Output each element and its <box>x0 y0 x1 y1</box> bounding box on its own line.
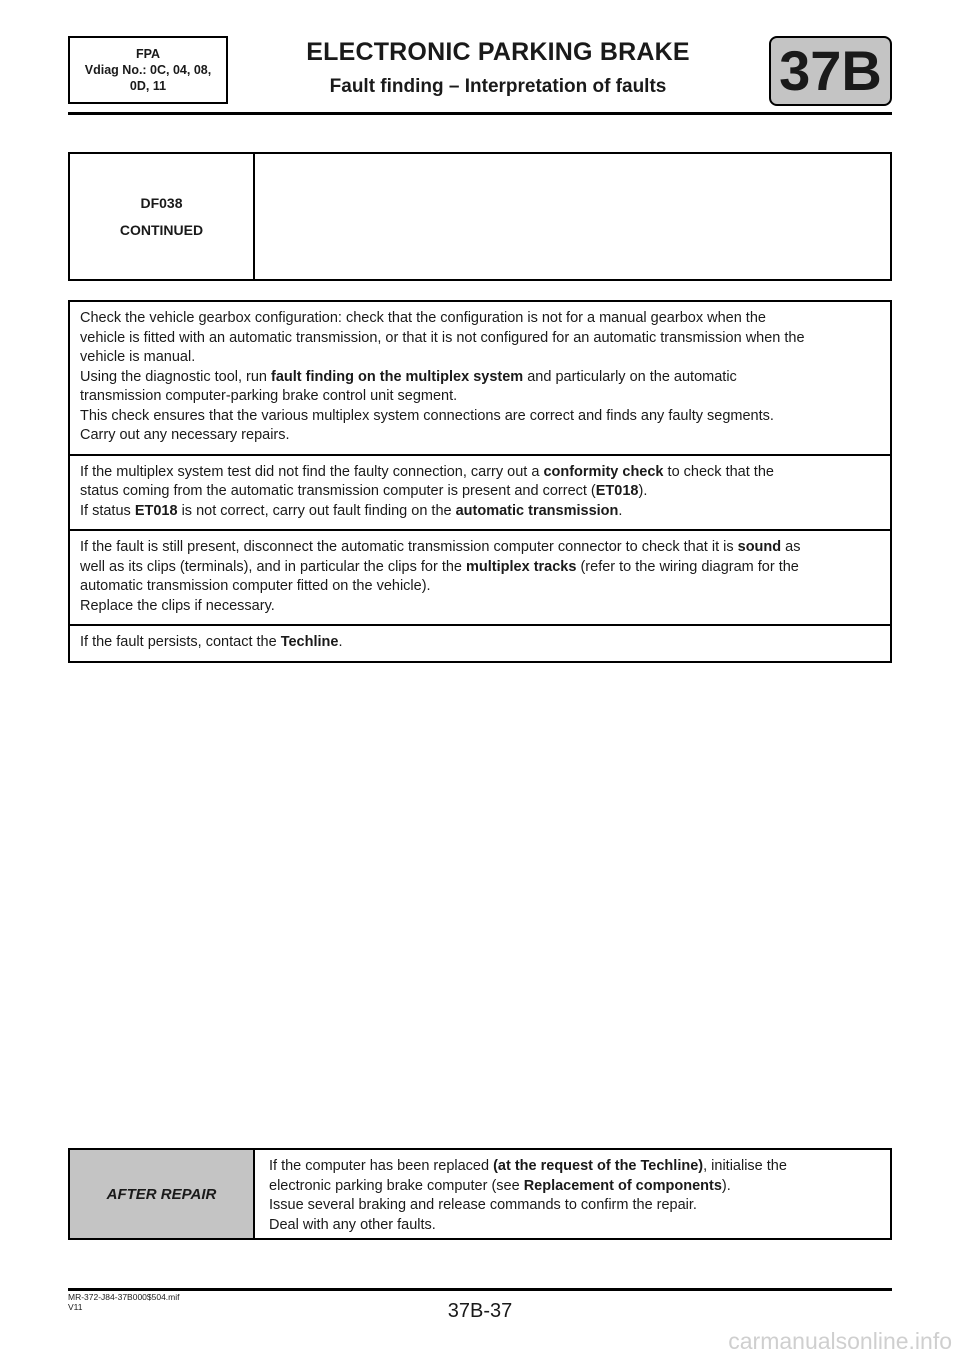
text-run: , initialise the <box>703 1158 787 1174</box>
page-subtitle: Fault finding – Interpretation of faults <box>329 76 667 97</box>
page-title: ELECTRONIC PARKING BRAKE <box>306 38 690 66</box>
text-run: This check ensures that the various multiplex system connections are correct and finds any faulty segments. <box>80 407 774 424</box>
text-line <box>80 538 880 558</box>
site-watermark: carmanualsonline.info <box>728 1328 952 1354</box>
text-line <box>80 577 880 597</box>
text-run: If the fault is still present, disconnect the automatic transmission computer connector to check that it is <box>80 539 738 555</box>
text-run: Carry out any necessary repairs. <box>80 427 290 443</box>
text-line <box>80 329 880 349</box>
text-run: Check the vehicle gearbox configuration: check that the configuration is not for a manual gearbox when the <box>80 310 766 326</box>
text-line <box>269 1157 787 1177</box>
emphasis-text: fault finding on the multiplex system <box>271 368 524 385</box>
vehicle-info-box <box>68 36 228 104</box>
page-number: 37B-37 <box>447 1300 513 1322</box>
text-run: well as its clips (terminals), and in particular the clips for the <box>80 558 467 575</box>
procedure-step <box>70 626 890 661</box>
text-line <box>80 426 880 446</box>
text-run: vehicle is manual. <box>80 349 196 365</box>
procedure-step <box>70 531 890 626</box>
text-run: (refer to the wiring diagram for the <box>576 558 799 575</box>
text-run: to check that the <box>663 463 774 480</box>
text-run: automatic transmission computer fitted on the vehicle). <box>80 578 431 594</box>
vehicle-info-line-2: Vdiag No.: 0C, 04, 08, <box>84 63 212 77</box>
emphasis-text: automatic transmission <box>455 502 619 519</box>
text-line <box>80 407 880 427</box>
after-repair-label: AFTER REPAIR <box>70 1150 255 1238</box>
emphasis-text: Techline <box>280 634 339 650</box>
text-line <box>269 1216 787 1236</box>
text-run: . <box>338 634 343 650</box>
text-line <box>269 1177 787 1197</box>
text-run: status coming from the automatic transmission computer is present and correct ( <box>80 483 596 499</box>
procedure-steps-table <box>68 300 892 663</box>
emphasis-text: multiplex tracks <box>466 558 577 575</box>
fault-status: CONTINUED <box>119 221 204 238</box>
text-run: ). <box>638 483 648 499</box>
text-run: transmission computer-parking brake control unit segment. <box>80 388 458 404</box>
text-run: electronic parking brake computer (see <box>269 1177 524 1194</box>
emphasis-text: (at the request of the Techline) <box>493 1158 704 1174</box>
procedure-step <box>70 456 890 532</box>
text-run: and particularly on the automatic <box>523 368 737 385</box>
text-line <box>80 502 880 522</box>
document-reference-file: MR-372-J84-37B000$504.mif <box>68 1292 180 1302</box>
text-run: If the multiplex system test did not find the faulty connection, carry out a <box>80 463 544 480</box>
text-line <box>80 482 880 502</box>
fault-id-cell <box>70 154 255 279</box>
emphasis-text: conformity check <box>543 463 664 480</box>
text-run: If the fault persists, contact the <box>80 634 281 650</box>
section-code-badge: 37B <box>769 36 892 106</box>
text-line <box>80 463 880 483</box>
after-repair-instructions <box>255 1150 801 1238</box>
text-run: is not correct, carry out fault finding on the <box>177 502 456 519</box>
header-divider <box>68 112 892 115</box>
text-line <box>80 633 880 653</box>
text-run: as <box>781 539 801 555</box>
emphasis-text: Replacement of components <box>523 1177 722 1194</box>
text-run: Deal with any other faults. <box>269 1216 436 1233</box>
vehicle-info-line-1: FPA <box>135 47 161 61</box>
fault-code: DF038 <box>140 194 183 211</box>
procedure-step <box>70 302 890 456</box>
text-line <box>80 387 880 407</box>
text-line <box>80 558 880 578</box>
fault-description-cell <box>255 154 890 279</box>
text-run: vehicle is fitted with an automatic transmission, or that it is not configured for an automatic transmission when the <box>80 329 805 346</box>
emphasis-text: sound <box>737 539 782 555</box>
after-repair-box <box>68 1148 892 1240</box>
text-run: If status <box>80 502 135 519</box>
text-run: If the computer has been replaced <box>269 1158 494 1174</box>
emphasis-text: ET018 <box>134 502 178 519</box>
text-line <box>80 368 880 388</box>
text-run: Replace the clips if necessary. <box>80 597 275 614</box>
text-run: ). <box>721 1177 731 1194</box>
text-run: . <box>618 502 623 519</box>
text-run: Issue several braking and release commands to confirm the repair. <box>269 1197 697 1213</box>
text-run: Using the diagnostic tool, run <box>80 368 272 385</box>
footer-divider <box>68 1288 892 1291</box>
text-line <box>80 597 880 617</box>
fault-header-box <box>68 152 892 281</box>
emphasis-text: ET018 <box>595 483 639 499</box>
text-line <box>269 1196 787 1216</box>
text-line <box>80 309 880 329</box>
vehicle-info-line-3: 0D, 11 <box>129 79 167 93</box>
document-reference-version: V11 <box>68 1302 83 1312</box>
text-line <box>80 348 880 368</box>
